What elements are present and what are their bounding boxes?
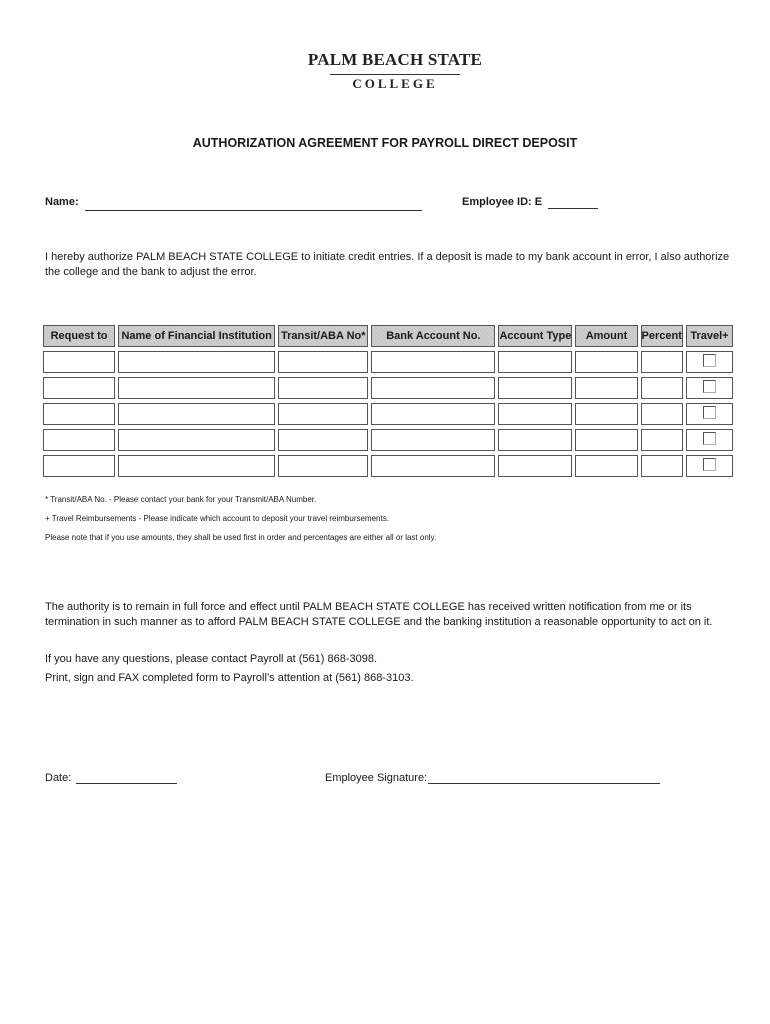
- request-to-cell[interactable]: [43, 403, 115, 425]
- transit-aba-cell[interactable]: [278, 377, 368, 399]
- amount-cell[interactable]: [575, 403, 637, 425]
- date-label: Date:: [45, 772, 72, 784]
- request-to-cell[interactable]: [43, 429, 115, 451]
- transit-aba-cell[interactable]: [278, 429, 368, 451]
- table-row: [43, 403, 733, 425]
- travel-cell: [686, 351, 733, 373]
- name-field[interactable]: [85, 210, 422, 211]
- travel-reimbursement-note: + Travel Reimbursements - Please indicate which account to deposit your travel reimbursements.: [45, 514, 389, 523]
- account-type-cell[interactable]: [498, 429, 572, 451]
- transit-aba-cell[interactable]: [278, 351, 368, 373]
- employee-id-field[interactable]: [548, 208, 598, 209]
- travel-checkbox[interactable]: [703, 354, 716, 367]
- column-header: Transit/ABA No*: [278, 325, 368, 347]
- authorization-paragraph: I hereby authorize PALM BEACH STATE COLLEGE to initiate credit entries. If a deposit is made to my bank account in error, I also authorize the college and the bank to adjust the error.: [45, 251, 730, 278]
- authority-paragraph: The authority is to remain in full force and effect until PALM BEACH STATE COLLEGE has received written notification from me or its termination in such manner as to afford PALM BEACH STATE COLLEGE and the banking institution a reasonable opportunity to act on it.: [45, 601, 713, 628]
- column-header: Travel+: [686, 325, 733, 347]
- column-header: Percent: [641, 325, 683, 347]
- travel-checkbox[interactable]: [703, 458, 716, 471]
- college-logo-subtitle: COLLEGE: [352, 76, 438, 91]
- financial-institution-cell[interactable]: [118, 429, 275, 451]
- table-row: [43, 377, 733, 399]
- amounts-percentages-note: Please note that if you use amounts, they shall be used first in order and percentages are either all or last only.: [45, 533, 437, 542]
- percent-cell[interactable]: [641, 377, 683, 399]
- column-header: Request to: [43, 325, 115, 347]
- bank-account-cell[interactable]: [371, 377, 495, 399]
- fax-instructions: Print, sign and FAX completed form to Payroll’s attention at (561) 868-3103.: [45, 672, 414, 684]
- financial-institution-cell[interactable]: [118, 377, 275, 399]
- financial-institution-cell[interactable]: [118, 455, 275, 477]
- bank-account-cell[interactable]: [371, 403, 495, 425]
- column-header: Bank Account No.: [371, 325, 495, 347]
- column-header: Name of Financial Institution: [118, 325, 275, 347]
- amount-cell[interactable]: [575, 351, 637, 373]
- college-logo-name: PALM BEACH STATE: [307, 50, 483, 69]
- travel-cell: [686, 429, 733, 451]
- travel-cell: [686, 377, 733, 399]
- signature-field[interactable]: [428, 783, 660, 784]
- travel-checkbox[interactable]: [703, 432, 716, 445]
- column-header: Amount: [575, 325, 637, 347]
- date-field[interactable]: [76, 783, 177, 784]
- percent-cell[interactable]: [641, 351, 683, 373]
- bank-account-cell[interactable]: [371, 429, 495, 451]
- request-to-cell[interactable]: [43, 377, 115, 399]
- travel-cell: [686, 455, 733, 477]
- table-row: [43, 351, 733, 373]
- logo-divider: [330, 74, 460, 75]
- financial-institution-cell[interactable]: [118, 403, 275, 425]
- amount-cell[interactable]: [575, 377, 637, 399]
- form-title: AUTHORIZATION AGREEMENT FOR PAYROLL DIRECT DEPOSIT: [192, 136, 578, 150]
- percent-cell[interactable]: [641, 403, 683, 425]
- table-row: [43, 429, 733, 451]
- travel-checkbox[interactable]: [703, 406, 716, 419]
- table-header-row: [43, 325, 733, 347]
- amount-cell[interactable]: [575, 429, 637, 451]
- deposit-accounts-table: [40, 321, 736, 481]
- percent-cell[interactable]: [641, 429, 683, 451]
- request-to-cell[interactable]: [43, 455, 115, 477]
- transit-aba-note: * Transit/ABA No. - Please contact your bank for your Transmit/ABA Number.: [45, 495, 317, 504]
- percent-cell[interactable]: [641, 455, 683, 477]
- request-to-cell[interactable]: [43, 351, 115, 373]
- bank-account-cell[interactable]: [371, 351, 495, 373]
- name-label: Name:: [45, 196, 79, 208]
- account-type-cell[interactable]: [498, 403, 572, 425]
- travel-cell: [686, 403, 733, 425]
- table-row: [43, 455, 733, 477]
- financial-institution-cell[interactable]: [118, 351, 275, 373]
- bank-account-cell[interactable]: [371, 455, 495, 477]
- employee-id-label: Employee ID: E: [462, 196, 543, 208]
- amount-cell[interactable]: [575, 455, 637, 477]
- column-header: Account Type: [498, 325, 572, 347]
- contact-instructions: If you have any questions, please contact Payroll at (561) 868-3098.: [45, 653, 378, 665]
- account-type-cell[interactable]: [498, 351, 572, 373]
- transit-aba-cell[interactable]: [278, 403, 368, 425]
- travel-checkbox[interactable]: [703, 380, 716, 393]
- account-type-cell[interactable]: [498, 455, 572, 477]
- account-type-cell[interactable]: [498, 377, 572, 399]
- signature-label: Employee Signature:: [325, 772, 428, 784]
- transit-aba-cell[interactable]: [278, 455, 368, 477]
